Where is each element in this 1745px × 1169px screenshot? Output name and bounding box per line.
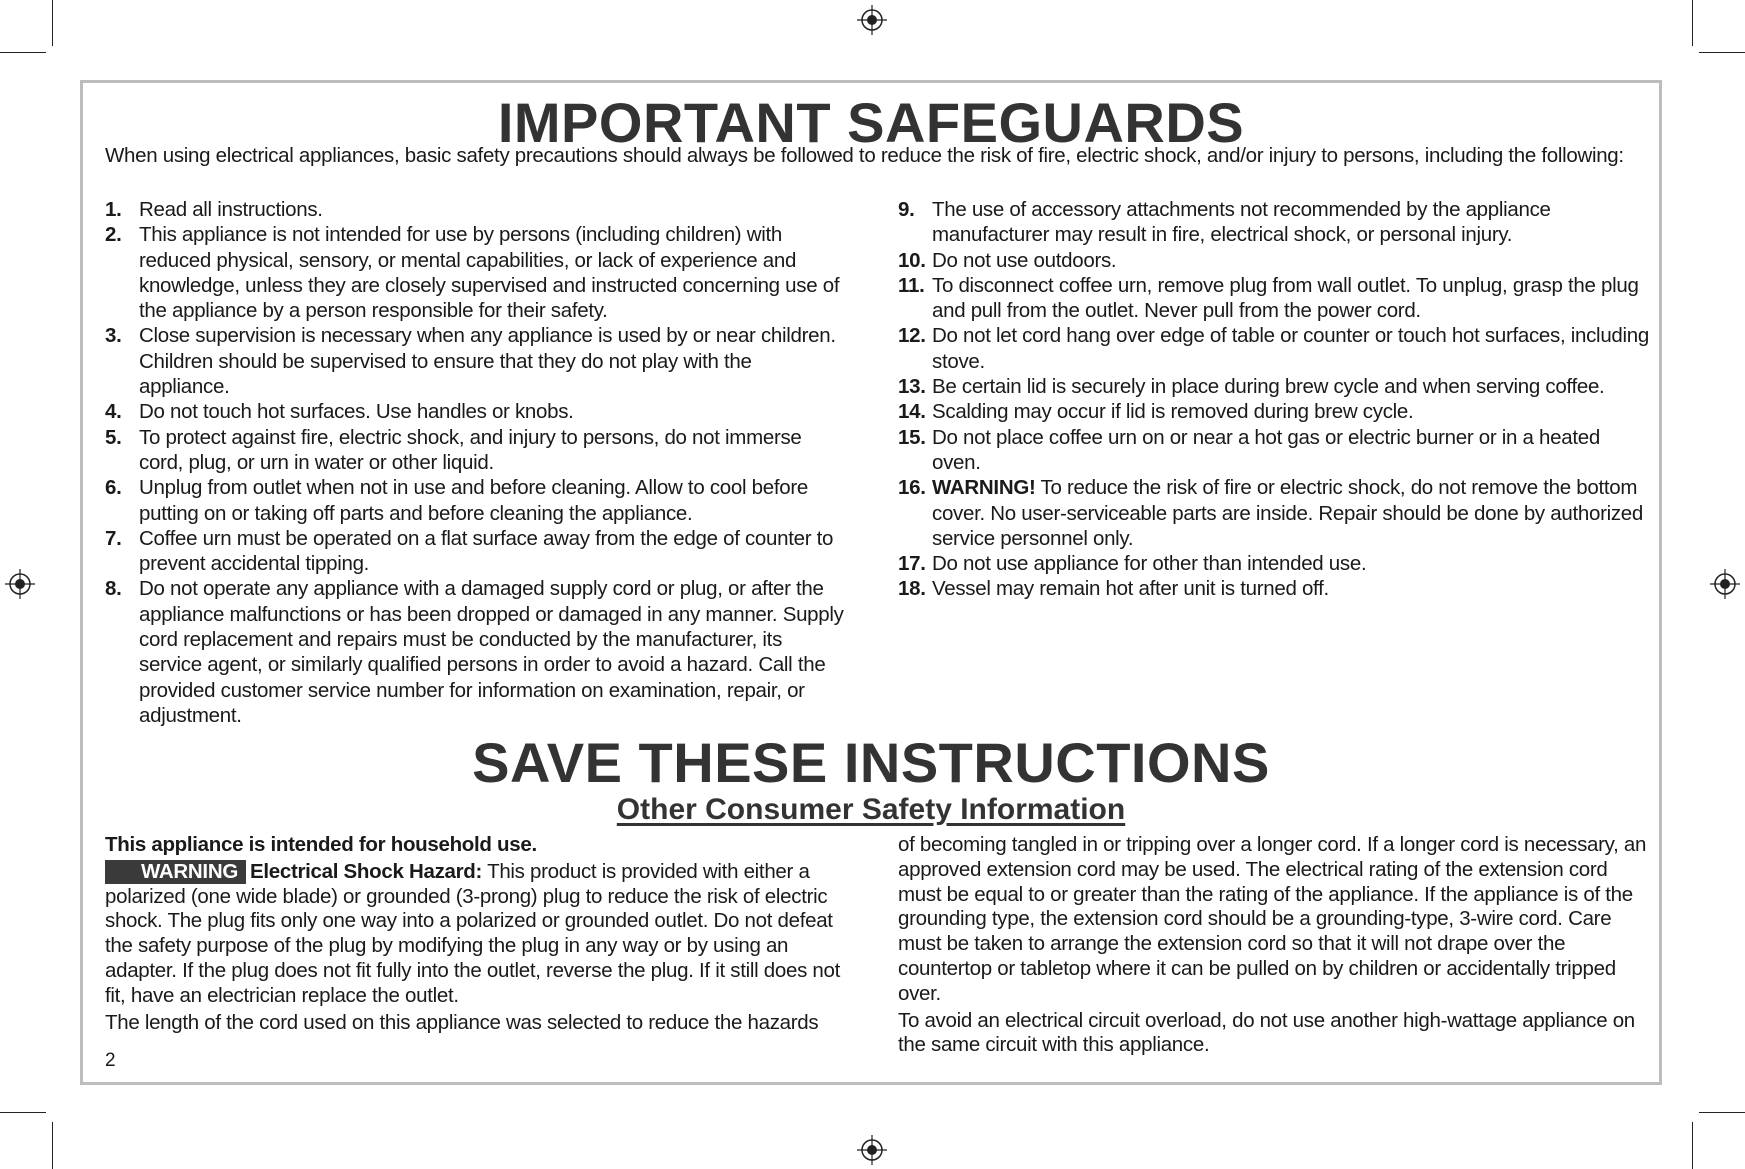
safeguard-text: To reduce the risk of fire or electric shock, do not remove the bottom cover. No user-serviceable parts are inside. Repair should be done by authorized service personnel only.	[932, 476, 1643, 550]
hazard-label: Electrical Shock Hazard:	[249, 859, 483, 883]
save-instructions-title: SAVE THESE INSTRUCTIONS	[472, 731, 1270, 794]
safeguard-item	[105, 399, 847, 424]
overload-paragraph: To avoid an electrical circuit overload, do not use another high-wattage appliance on the same circuit with this appliance.	[898, 1008, 1635, 1057]
crop-mark	[0, 52, 46, 53]
safeguard-item	[898, 248, 1650, 273]
safeguard-text: This appliance is not intended for use by persons (including children) with reduced physical, sensory, or mental capabilities, or lack of experience and knowledge, unless they are closely supervised and instructed concerning use of the appliance by a person responsible for their safety.	[139, 223, 840, 323]
left-safeguards-column	[105, 197, 847, 728]
other-safety-heading	[83, 793, 1659, 827]
safeguard-item	[898, 374, 1650, 399]
safeguard-text: Do not touch hot surfaces. Use handles or knobs.	[139, 400, 574, 424]
safeguard-text: Scalding may occur if lid is removed during brew cycle.	[932, 400, 1414, 424]
safeguard-text: Do not place coffee urn on or near a hot gas or electric burner or in a heated oven.	[932, 425, 1600, 474]
safeguard-number: 3.	[105, 324, 122, 348]
other-safety-heading-text: Other Consumer Safety Information	[616, 793, 1126, 826]
safeguard-number: 9.	[898, 198, 915, 221]
safeguard-number: 4.	[105, 400, 122, 424]
registration-mark-icon	[857, 5, 887, 35]
safeguard-item	[105, 425, 847, 476]
safeguard-item	[105, 197, 847, 222]
safeguard-number: 13.	[898, 375, 926, 399]
crop-mark	[1699, 52, 1745, 53]
safeguard-item	[105, 475, 847, 526]
right-safeguards-column	[898, 197, 1650, 602]
safeguard-number: 8.	[105, 577, 122, 601]
registration-mark-icon	[5, 569, 35, 599]
safeguard-number: 16.	[898, 476, 926, 500]
safeguard-item	[105, 323, 847, 399]
page-number: 2	[105, 1050, 116, 1071]
safeguard-item	[898, 576, 1650, 601]
safeguard-text: The use of accessory attachments not recommended by the appliance manufacturer may result in fire, electrical shock, or personal injury.	[932, 198, 1551, 247]
safeguard-text: Vessel may remain hot after unit is turned off.	[932, 577, 1329, 601]
crop-mark	[52, 1122, 53, 1169]
safeguard-item	[898, 475, 1650, 551]
safeguard-item	[105, 526, 847, 577]
hazard-text: This product is provided with either a polarized (one wide blade) or grounded (3-prong) plug to reduce the risk of electric shock. The plug fits only one way into a polarized or grounded outlet. Do not defeat the safety purpose of the plug by modifying the plug in any way or by using an adapter. If the plug does not fit fully into the outlet, reverse the plug. If it still does not fit, have an electrician replace the outlet.	[105, 859, 841, 1007]
safeguard-text: Be certain lid is securely in place during brew cycle and when serving coffee.	[932, 375, 1605, 399]
safeguard-number: 10.	[898, 248, 926, 272]
safeguard-item	[898, 399, 1650, 424]
safeguard-number: 1.	[105, 198, 122, 221]
crop-mark	[1692, 0, 1693, 46]
safeguard-text: Do not use appliance for other than intended use.	[932, 552, 1367, 576]
consumer-info-right	[898, 833, 1653, 1060]
crop-mark	[52, 0, 53, 46]
safeguard-text: Close supervision is necessary when any appliance is used by or near children. Children should be supervised to ensure that they do not play with the appliance.	[139, 324, 836, 399]
safeguard-text: Do not let cord hang over edge of table or counter or touch hot surfaces, including stove.	[932, 324, 1649, 373]
safeguard-text: To protect against fire, electric shock, and injury to persons, do not immerse cord, plug, or urn in water or other liquid.	[139, 425, 802, 474]
safeguard-text: Do not use outdoors.	[932, 248, 1117, 272]
registration-mark-icon	[857, 1135, 887, 1165]
safeguard-warning-label: WARNING!	[932, 476, 1036, 500]
safeguard-number: 14.	[898, 400, 926, 424]
cord-paragraph-continued: of becoming tangled in or tripping over a longer cord. If a longer cord is necessary, an approved extension cord may be used. The electrical rating of the extension cord must be equal to or greater than the rating of the appliance. If the appliance is of the grounding type, the extension cord should be a grounding-type, 3-wire cord. Care must be taken to arrange the extension cord so that it will not drape over the countertop or tabletop where it can be pulled on by children or accidentally tripped over.	[898, 833, 1647, 1005]
safeguard-number: 17.	[898, 552, 926, 576]
registration-mark-icon	[1710, 569, 1740, 599]
safeguard-text: Read all instructions.	[139, 198, 323, 221]
safeguard-number: 5.	[105, 425, 122, 449]
safeguard-number: 7.	[105, 526, 122, 550]
page-panel	[80, 80, 1662, 1085]
crop-mark	[1699, 1112, 1745, 1113]
safeguard-number: 2.	[105, 223, 122, 247]
safeguard-number: 18.	[898, 577, 926, 601]
safeguard-item	[898, 197, 1650, 248]
safeguard-text: Coffee urn must be operated on a flat surface away from the edge of counter to prevent accidental tipping.	[139, 526, 834, 576]
safeguards-list-right	[898, 197, 1650, 602]
safeguard-text: To disconnect coffee urn, remove plug from wall outlet. To unplug, grasp the plug and pull from the outlet. Never pull from the power cord.	[932, 273, 1639, 323]
safeguard-number: 12.	[898, 324, 926, 348]
safeguard-item	[898, 323, 1650, 374]
safeguard-number: 15.	[898, 425, 926, 449]
safeguard-text: Unplug from outlet when not in use and before cleaning. Allow to cool before putting on or taking off parts and before cleaning the appliance.	[139, 476, 808, 525]
safeguard-item	[898, 425, 1650, 476]
safeguard-item	[898, 551, 1650, 576]
safeguard-number: 6.	[105, 476, 122, 500]
safeguard-number: 11.	[898, 273, 925, 297]
safeguard-item	[105, 222, 847, 323]
cord-paragraph-start: The length of the cord used on this appliance was selected to reduce the hazards	[105, 1010, 819, 1034]
warning-badge: WARNING	[105, 860, 246, 884]
intro-text: When using electrical appliances, basic safety precautions should always be followed to reduce the risk of fire, electric shock, and/or injury to persons, including the following:	[105, 144, 1624, 167]
safeguard-item	[898, 273, 1650, 324]
household-note: This appliance is intended for household use.	[105, 833, 537, 856]
shock-hazard-paragraph	[105, 860, 850, 1009]
consumer-info-left	[105, 833, 850, 1037]
crop-mark	[0, 1112, 46, 1113]
page-title: IMPORTANT SAFEGUARDS	[497, 91, 1245, 154]
safeguard-item	[105, 576, 847, 728]
safeguard-text: Do not operate any appliance with a damaged supply cord or plug, or after the appliance malfunctions or has been dropped or damaged in any manner. Supply cord replacement and repairs must be conducted by the manufacturer, its service agent, or similarly qualified persons in order to avoid a hazard. Call the provided customer service number for information on examination, repair, or adjustment.	[139, 577, 844, 727]
crop-mark	[1692, 1122, 1693, 1169]
safeguards-list-left	[105, 197, 847, 728]
